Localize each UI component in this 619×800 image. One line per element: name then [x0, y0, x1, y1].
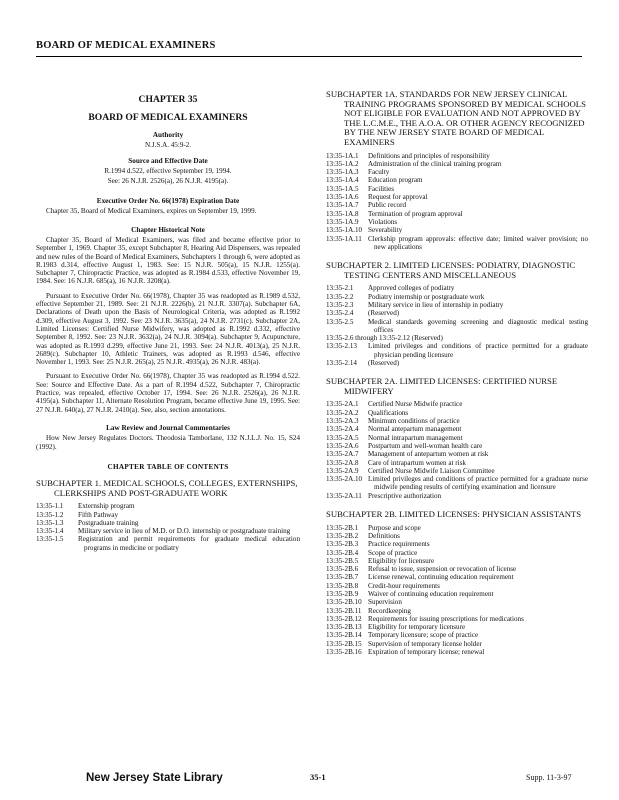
section-number: 13:35-1.2 — [36, 510, 64, 519]
section-number: 13:35-2.5 — [326, 317, 354, 326]
toc-entry — [326, 573, 588, 581]
toc-entry — [326, 168, 588, 176]
section-number: 13:35-1A.10 — [326, 226, 363, 235]
section-title: Facilities — [368, 184, 395, 193]
section-title: Scope of practice — [368, 548, 418, 557]
toc-entry — [326, 425, 588, 433]
toc-entry — [326, 185, 588, 193]
section-number: 13:35-2.14 — [326, 358, 357, 367]
section-number: 13:35-1.3 — [36, 518, 64, 527]
toc-entry — [326, 417, 588, 425]
section-number: 13:35-2.3 — [326, 300, 354, 309]
toc-entry — [326, 226, 588, 234]
section-title: Management of antepartum women at risk — [368, 450, 489, 459]
toc-entry — [326, 590, 588, 598]
section-title: Clerkship program approvals: effective date; limited waiver provision; no new applications — [368, 234, 588, 251]
section-title: Limited privileges and conditions of practice permitted for a graduate physician pending licensure — [368, 342, 588, 359]
section-number: 13:35-2A.8 — [326, 458, 359, 467]
section-number: 13:35-2B.8 — [326, 581, 359, 590]
toc-entry — [326, 318, 588, 335]
section-number: 13:35-1A.1 — [326, 151, 359, 160]
section-number: 13:35-2.2 — [326, 292, 354, 301]
section-number: 13:35-2B.6 — [326, 565, 359, 574]
section-number: 13:35-2B.2 — [326, 531, 359, 540]
toc-entry — [36, 535, 300, 552]
toc-list-sub1a — [326, 152, 588, 252]
toc-entry — [326, 631, 588, 639]
subchapter-title: SUBCHAPTER 1. MEDICAL SCHOOLS, COLLEGES, EXTERNSHIPS, CLERKSHIPS AND POST-GRADUATE WORK — [36, 478, 298, 498]
section-title: Faculty — [368, 168, 390, 177]
section-title: Supervision — [368, 598, 402, 607]
section-number: 13:35-1A.5 — [326, 184, 359, 193]
section-title: Practice requirements — [368, 540, 430, 549]
toc-entry — [326, 193, 588, 201]
section-number: 13:35-2B.14 — [326, 631, 362, 640]
section-title: Recordkeeping — [368, 606, 411, 615]
section-title: (Reserved) — [368, 309, 400, 318]
section-number: 13:35-2B.10 — [326, 598, 362, 607]
section-title: Limited privileges and conditions of practice permitted for a graduate nurse midwife pending results of certifying examination and licensure — [368, 475, 588, 492]
section-title: Termination of program approval — [368, 209, 463, 218]
section-number: 13:35-2B.1 — [326, 523, 359, 532]
toc-entry — [326, 565, 588, 573]
historical-paragraph: Pursuant to Executive Order No. 66(1978), Chapter 35 was readopted as R.1994 d.522. See: Source and Effective Date. As a part of R.1994 d.522, Subchapter 7, Chiropractic Practice, was repealed, effective October 17, 1994. See: 26 N.J.R. 2526(a), 26 N.J.R. 4195(a). Subchapter 11, Alternate Resolution Program, became effective June 19, 1995. See: 27 N.J.R. 640(a), 27 N.J.R. 2410(a). See, also, section annotations. — [36, 372, 300, 414]
running-header: BOARD OF MEDICAL EXAMINERS — [36, 40, 216, 51]
toc-entry — [36, 502, 300, 510]
toc-entry — [326, 607, 588, 615]
section-title: Minimum conditions of practice — [368, 417, 460, 426]
toc-entry — [326, 640, 588, 648]
historical-note-heading: Chapter Historical Note — [131, 225, 205, 234]
section-number: 13:35-2B.3 — [326, 540, 359, 549]
section-number: 13:35-1A.6 — [326, 193, 359, 202]
section-number: 13:35-2B.15 — [326, 639, 362, 648]
toc-entry — [326, 442, 588, 450]
section-number: 13:35-2A.6 — [326, 441, 359, 450]
chapter-number: CHAPTER 35 — [138, 94, 198, 105]
section-number: 13:35-1.5 — [36, 535, 64, 544]
section-number: 13:35-1A.7 — [326, 201, 359, 210]
toc-entry — [326, 235, 588, 252]
section-number: 13:35-1A.3 — [326, 168, 359, 177]
toc-entry — [326, 648, 588, 656]
section-number: 13:35-2A.1 — [326, 400, 359, 409]
toc-entry — [326, 615, 588, 623]
law-review-text: How New Jersey Regulates Doctors. Theodosia Tamborlane, 132 N.J.L.J. No. 15, S24 (1992). — [36, 434, 300, 451]
toc-entry — [326, 293, 588, 301]
source-line: See: 26 N.J.R. 2526(a), 26 N.J.R. 4195(a). — [107, 176, 229, 185]
section-title: Definitions and principles of responsibility — [368, 151, 490, 160]
section-number: 13:35-2.13 — [326, 342, 357, 351]
toc-entry — [326, 540, 588, 548]
toc-list-sub2a — [326, 400, 588, 500]
section-number: 13:35-2B.12 — [326, 614, 362, 623]
section-title: Requirements for issuing prescriptions for medications — [368, 614, 524, 623]
section-number: 13:35-2.1 — [326, 284, 354, 293]
toc-entry — [326, 400, 588, 408]
section-title: Externship program — [78, 502, 135, 511]
chapter-title: BOARD OF MEDICAL EXAMINERS — [88, 112, 248, 124]
right-column — [326, 90, 588, 656]
authority-heading: Authority — [152, 130, 184, 139]
section-number: 13:35-2B.13 — [326, 623, 362, 632]
section-title: Normal intrapartum management — [368, 433, 463, 442]
toc-entry — [326, 475, 588, 492]
section-title: Prescriptive authorization — [368, 491, 442, 500]
section-title: Military service in lieu of internship in podiatry — [368, 300, 504, 309]
historical-paragraph: Chapter 35, Board of Medical Examiners, was filed and became effective prior to September 1, 1969. Chapter 35, except Subchapter 8, Hearing Aid Dispensers, was repealed and new rules of the Board of Medical Examiners, Subchapters 1 through 6, were adopted as R.1983 d.314, effective August 1, 1983. See: 15 N.J.R. 505(a), 15 N.J.R. 1255(a). Subchapter 7, Chiropractic Practice, was adopted as R.1984 d.533, effective November 19, 1984. See: 16 N.J.R. 685(a), 16 N.J.R. 3208(a). — [36, 235, 300, 286]
section-number: 13:35-1A.11 — [326, 234, 362, 243]
toc-entry — [326, 459, 588, 467]
toc-entry — [326, 557, 588, 565]
toc-entry — [326, 524, 588, 532]
toc-entry — [326, 532, 588, 540]
section-title: Administration of the clinical training program — [368, 159, 502, 168]
law-review-heading: Law Review and Journal Commentaries — [106, 423, 230, 432]
section-number: 13:35-1.1 — [36, 502, 64, 511]
toc-entry — [326, 301, 588, 309]
section-number: 13:35-2.4 — [326, 309, 354, 318]
section-title: Request for approval — [368, 193, 428, 202]
toc-entry — [36, 519, 300, 527]
section-title: Waiver of continuing education requirement — [368, 590, 494, 598]
toc-entry — [326, 492, 588, 500]
section-number: 13:35-2A.2 — [326, 408, 359, 417]
section-title: Definitions — [368, 531, 400, 540]
section-title: Temporary licensure; scope of practice — [368, 631, 479, 640]
section-title: Credit-hour requirements — [368, 581, 440, 590]
section-title: Podiatry internship or postgraduate work — [368, 292, 485, 301]
toc-entry — [326, 284, 588, 292]
section-title: Expiration of temporary license; renewal — [368, 648, 485, 657]
toc-entry — [326, 309, 588, 317]
left-column — [36, 92, 300, 552]
section-number: 13:35-2B.16 — [326, 648, 362, 657]
section-title: Postpartum and well-woman health care — [368, 441, 483, 450]
toc-list-sub2b — [326, 524, 588, 657]
section-number: 13:35-2B.4 — [326, 548, 359, 557]
section-title: Severability — [368, 226, 403, 235]
section-title: Education program — [368, 176, 423, 185]
toc-entry — [326, 210, 588, 218]
subchapter-title: SUBCHAPTER 2B. LIMITED LICENSES: PHYSICIAN ASSISTANTS — [326, 509, 582, 520]
section-title: Medical standards governing screening and diagnostic medical testing offices — [368, 317, 588, 334]
section-title: Care of intrapartum women at risk — [368, 458, 466, 467]
section-title: Military service in lieu of M.D. or D.O. internship or postgraduate training — [78, 527, 291, 536]
section-number: 13:35-2B.11 — [326, 606, 362, 615]
section-title: Certified Nurse Midwife Liaison Committee — [368, 466, 495, 475]
toc-entry-range: 13:35-2.6 through 13:35-2.12 (Reserved) — [326, 334, 443, 343]
source-heading: Source and Effective Date — [128, 157, 208, 166]
section-number: 13:35-2A.5 — [326, 433, 359, 442]
toc-entry — [326, 623, 588, 631]
section-number: 13:35-1.4 — [36, 527, 64, 536]
section-title: Registration and permit requirements for graduate medical education programs in medicine or podiatry — [78, 535, 300, 552]
page-number: 35-1 — [310, 772, 326, 782]
toc-entry — [36, 527, 300, 535]
section-number: 13:35-1A.4 — [326, 176, 359, 185]
section-number: 13:35-2A.3 — [326, 417, 359, 426]
section-number: 13:35-2A.7 — [326, 450, 359, 459]
section-title: Eligibility for temporary licensure — [368, 623, 466, 632]
toc-list-sub2 — [326, 284, 588, 367]
section-title: Qualifications — [368, 408, 409, 417]
section-title: License renewal, continuing education requirement — [368, 573, 514, 582]
toc-entry — [326, 450, 588, 458]
toc-entry — [326, 467, 588, 475]
toc-entry — [326, 434, 588, 442]
toc-entry — [326, 582, 588, 590]
supplement-date: Supp. 11-3-97 — [526, 773, 572, 782]
toc-entry — [326, 409, 588, 417]
section-number: 13:35-2B.9 — [326, 590, 359, 598]
source-line: R.1994 d.522, effective September 19, 1994. — [104, 167, 232, 176]
toc-entry — [326, 160, 588, 168]
library-stamp: New Jersey State Library — [86, 772, 223, 784]
section-title: Eligibility for licensure — [368, 556, 435, 565]
section-title: Purpose and scope — [368, 523, 421, 532]
section-number: 13:35-1A.9 — [326, 217, 359, 226]
toc-entry — [326, 342, 588, 359]
section-number: 13:35-2A.10 — [326, 475, 363, 484]
section-title: Supervision of temporary license holder — [368, 639, 482, 648]
exec-order-heading: Executive Order No. 66(1978) Expiration Date — [96, 197, 240, 206]
section-title: Fifth Pathway — [78, 510, 118, 519]
authority-text: N.J.S.A. 45:9-2. — [144, 140, 192, 149]
historical-paragraph: Pursuant to Executive Order No. 66(1978), Chapter 35 was readopted as R.1989 d.532, effective September 21, 1989. See: 21 N.J.R. 2226(b), 21 N.J.R. 3307(a). Subchapter 6A, Declarations of Death upon the Basis of Neurological Criteria, was adopted as R.1992 d.309, effective August 3, 1992. See: 23 N.J.R. 3635(a), 24 N.J.R. 2731(c). Subchapter 2A, Limited Licenses: Certified Nurse Midwifery, was adopted as R.1992 d.332, effective September 8, 1992. See: 23 N.J.R. 3632(a), 24 N.J.R. 3094(a). Subchapter 9, Acupuncture, was adopted as R.1993 d.299, effective June 21, 1993. See: 24 N.J.R. 4013(a), 25 N.J.R. 2689(c). Subchapter 10, Athletic Trainers, was adopted as R.1993 d.546, effective November 1, 1993. See: 25 N.J.R. 265(a), 25 N.J.R. 4935(a), 26 N.J.R. 483(a). — [36, 291, 300, 367]
section-title: Violations — [368, 217, 398, 226]
section-number: 13:35-2A.4 — [326, 425, 359, 434]
section-number: 13:35-2A.11 — [326, 491, 362, 500]
toc-entry — [36, 511, 300, 519]
section-number: 13:35-2A.9 — [326, 466, 359, 475]
toc-entry — [326, 176, 588, 184]
subchapter-title: SUBCHAPTER 1A. STANDARDS FOR NEW JERSEY CLINICAL TRAINING PROGRAMS SPONSORED BY MEDICAL SCHOOLS NOT ELIGIBLE FOR EVALUATION AND NOT APPROVED BY THE L.C.M.E., THE A.O.A. OR OTHER AGENCY RECOGNIZED BY THE NEW JERSEY STATE BOARD OF MEDICAL EXAMINERS — [326, 89, 586, 147]
section-title: Approved colleges of podiatry — [368, 284, 455, 293]
section-title: Certified Nurse Midwife practice — [368, 400, 463, 409]
section-title: Public record — [368, 201, 407, 210]
toc-entry — [326, 152, 588, 160]
toc-entry — [326, 218, 588, 226]
toc-entry — [326, 359, 588, 367]
section-number: 13:35-2B.7 — [326, 573, 359, 582]
section-title: (Reserved) — [368, 358, 400, 367]
exec-order-text: Chapter 35, Board of Medical Examiners, expires on September 19, 1999. — [46, 207, 257, 216]
toc-entry — [326, 201, 588, 209]
section-number: 13:35-1A.2 — [326, 159, 359, 168]
section-title: Normal antepartum management — [368, 425, 462, 434]
toc-list-sub1 — [36, 502, 300, 552]
section-number: 13:35-2B.5 — [326, 556, 359, 565]
section-title: Postgraduate training — [78, 518, 139, 527]
section-title: Refusal to issue, suspension or revocation of license — [368, 565, 517, 574]
toc-entry — [326, 549, 588, 557]
subchapter-title: SUBCHAPTER 2A. LIMITED LICENSES: CERTIFIED NURSE MIDWIFERY — [326, 376, 558, 396]
toc-heading: CHAPTER TABLE OF CONTENTS — [107, 462, 229, 471]
section-number: 13:35-1A.8 — [326, 209, 359, 218]
subchapter-title: SUBCHAPTER 2. LIMITED LICENSES: PODIATRY, DIAGNOSTIC TESTING CENTERS AND MISCELLANEOUS — [326, 260, 576, 280]
toc-entry — [326, 598, 588, 606]
header-rule — [36, 56, 582, 57]
